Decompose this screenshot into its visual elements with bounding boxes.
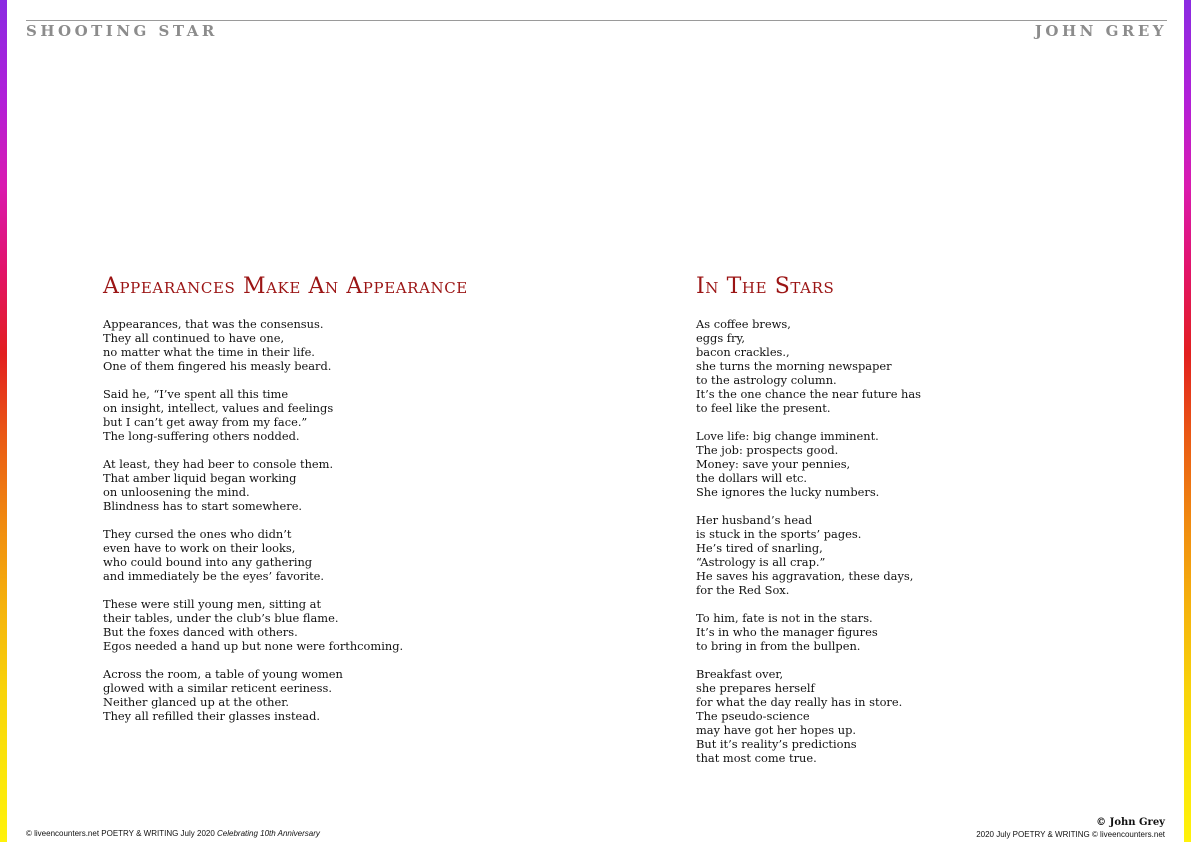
poem-line: “Astrology is all crap.”	[696, 555, 826, 569]
poem-body	[696, 317, 1136, 765]
poem-line: Said he, “I’ve spent all this time	[103, 387, 289, 401]
footer-left-text: © liveencounters.net POETRY & WRITING July 2020	[26, 829, 218, 838]
poem-line: on unloosening the mind.	[103, 485, 250, 499]
poem-line: Neither glanced up at the other.	[103, 695, 290, 709]
poem-appearances	[103, 274, 563, 737]
poem-line: to the astrology column.	[696, 373, 837, 387]
poem-line: They all refilled their glasses instead.	[103, 709, 320, 723]
poem-line: may have got her hopes up.	[696, 723, 857, 737]
poem-line: But the foxes danced with others.	[103, 625, 298, 639]
poem-stanza	[103, 317, 563, 373]
poem-line: to feel like the present.	[696, 401, 831, 415]
poem-line: They all continued to have one,	[103, 331, 285, 345]
poem-line: Money: save your pennies,	[696, 457, 851, 471]
poem-line: for what the day really has in store.	[696, 695, 903, 709]
poem-line: eggs fry,	[696, 331, 745, 345]
poem-stanza	[696, 667, 1136, 765]
poem-stanza	[103, 457, 563, 513]
poem-line: Blindness has to start somewhere.	[103, 499, 303, 513]
left-rainbow-edge	[0, 0, 7, 842]
poem-line: She ignores the lucky numbers.	[696, 485, 880, 499]
poem-in-the-stars	[696, 274, 1136, 779]
poem-line: To him, fate is not in the stars.	[696, 611, 873, 625]
poem-line: the dollars will etc.	[696, 471, 808, 485]
poem-stanza	[696, 317, 1136, 415]
poem-line: Love life: big change imminent.	[696, 429, 879, 443]
footer-right-text: 2020 July POETRY & WRITING © liveencounters.net	[976, 830, 1165, 839]
poem-line: glowed with a similar reticent eeriness.	[103, 681, 332, 695]
poem-stanza	[696, 611, 1136, 653]
poem-stanza	[103, 667, 563, 723]
poem-line: Breakfast over,	[696, 667, 784, 681]
poem-line: The long-suffering others nodded.	[103, 429, 300, 443]
poem-body	[103, 317, 563, 723]
header-author-name: JOHN GREY	[1034, 22, 1167, 40]
poem-line: It’s in who the manager figures	[696, 625, 878, 639]
poem-stanza	[103, 387, 563, 443]
poem-title: In The Stars	[696, 274, 835, 299]
footer-copyright-author: © John Grey	[1096, 817, 1165, 828]
poem-line: bacon crackles.,	[696, 345, 790, 359]
poem-line: Her husband’s head	[696, 513, 813, 527]
poem-line: But it’s reality’s predictions	[696, 737, 857, 751]
poem-line: Egos needed a hand up but none were forthcoming.	[103, 639, 404, 653]
poem-line: One of them fingered his measly beard.	[103, 359, 332, 373]
poem-line: no matter what the time in their life.	[103, 345, 315, 359]
poem-line: He saves his aggravation, these days,	[696, 569, 914, 583]
header-magazine-section: SHOOTING STAR	[26, 22, 218, 40]
poem-line: He’s tired of snarling,	[696, 541, 823, 555]
right-rainbow-edge	[1184, 0, 1191, 842]
poem-line: The job: prospects good.	[696, 443, 839, 457]
poem-line: Across the room, a table of young women	[103, 667, 343, 681]
poem-line: she turns the morning newspaper	[696, 359, 892, 373]
footer-left	[26, 829, 320, 838]
poem-line: At least, they had beer to console them.	[103, 457, 334, 471]
poem-line: their tables, under the club’s blue flame.	[103, 611, 339, 625]
poem-stanza	[103, 597, 563, 653]
poem-line: even have to work on their looks,	[103, 541, 296, 555]
poem-line: It’s the one chance the near future has	[696, 387, 922, 401]
poem-line: on insight, intellect, values and feelings	[103, 401, 334, 415]
poem-line: but I can’t get away from my face.”	[103, 415, 308, 429]
poem-stanza	[103, 527, 563, 583]
poem-line: who could bound into any gathering	[103, 555, 313, 569]
poem-stanza	[696, 429, 1136, 499]
poem-line: to bring in from the bullpen.	[696, 639, 861, 653]
poem-line: for the Red Sox.	[696, 583, 790, 597]
footer-anniversary: Celebrating 10th Anniversary	[217, 829, 320, 838]
poem-stanza	[696, 513, 1136, 597]
poem-line: The pseudo-science	[696, 709, 810, 723]
poem-line: and immediately be the eyes’ favorite.	[103, 569, 325, 583]
poem-line: she prepares herself	[696, 681, 815, 695]
poem-line: is stuck in the sports’ pages.	[696, 527, 862, 541]
poem-line: That amber liquid began working	[103, 471, 297, 485]
poem-line: that most come true.	[696, 751, 817, 765]
poem-line: They cursed the ones who didn’t	[103, 527, 292, 541]
poem-line: These were still young men, sitting at	[103, 597, 322, 611]
poem-line: As coffee brews,	[696, 317, 791, 331]
poem-title: Appearances Make An Appearance	[103, 274, 468, 299]
header-rule	[26, 20, 1167, 21]
poem-line: Appearances, that was the consensus.	[103, 317, 324, 331]
